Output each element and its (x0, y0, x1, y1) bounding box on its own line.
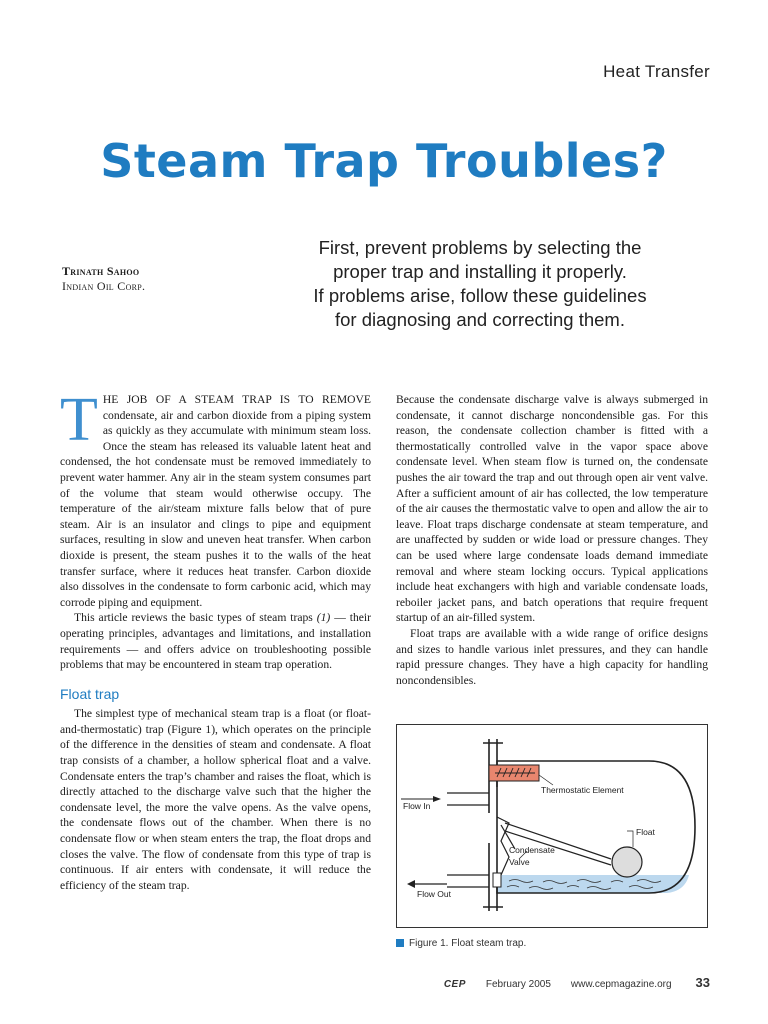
right-column (396, 392, 708, 688)
intro-paragraph (60, 386, 371, 610)
deck (270, 236, 690, 332)
figure-1 (396, 724, 708, 928)
condensate-valve (493, 873, 501, 887)
body-paragraph: This article reviews the basic types of steam traps (1) — their operating principles, advantages and limitations, and installation requirements — and offers advice on troubleshooting possible problems that may be encountered in steam trap operation. (60, 611, 371, 672)
float-ball (612, 847, 642, 877)
page-footer (444, 975, 710, 990)
issue-date: February 2005 (485, 979, 551, 990)
inlet-port (447, 793, 489, 805)
caption-marker (396, 939, 404, 947)
condensate-liquid (497, 875, 689, 893)
label-condensate: Condensate (509, 845, 555, 855)
deck-line: First, prevent problems by selecting the (318, 237, 642, 258)
valve-seat (497, 817, 509, 875)
author-name: Trinath Sahoo (62, 264, 140, 278)
magazine-url[interactable]: www.cepmagazine.org (570, 979, 672, 990)
outlet-port (447, 875, 489, 887)
subhead-float-trap: Float trap (60, 685, 120, 702)
author-block (62, 264, 145, 294)
label-flow-in: Flow In (403, 801, 431, 811)
deck-line: proper trap and installing it properly. (333, 261, 627, 282)
body-paragraph: Float traps are available with a wide range of orifice designs and sizes to handle various inlet pressures, and they can handle rapid pressure changes. They have a high capacity for handling noncondensibles. (396, 626, 708, 687)
author-affiliation: Indian Oil Corp. (62, 279, 146, 293)
lead-in: HE JOB OF A STEAM TRAP IS TO REMOVE (102, 393, 371, 406)
deck-line: for diagnosing and correcting them. (334, 309, 625, 330)
left-column (60, 386, 371, 893)
label-flow-out: Flow Out (417, 889, 452, 899)
reference: (1) (316, 611, 331, 625)
deck-line: If problems arise, follow these guidelines (313, 285, 647, 306)
figure-caption: Figure 1. Float steam trap. (396, 938, 526, 949)
label-thermostatic-element: Thermostatic Element (541, 785, 624, 795)
drop-cap: T (60, 386, 98, 454)
label-valve: Valve (509, 857, 530, 867)
body-paragraph: The simplest type of mechanical steam trap is a float (or float-and-thermostatic) trap (Figure 1), which operates on the principle of the difference in the densities of steam and condensate. A float trap consists of a chamber, a hollow spherical float and a valve. Condensate enters the trap’s chamber and raises the float, which is directly attached to the discharge valve such that the higher the condensate level, the more the valve opens. As the valve opens, the condensate flows out of the chamber. When there is no condensate flow or when steam enters the trap, the float drops and closes the valve. The flow of condensate from this type of trap is continuous. If air enters with condensate, it will reduce the efficiency of the steam trap. (60, 707, 371, 892)
label-float: Float (636, 827, 655, 837)
float-trap-diagram (397, 725, 707, 927)
body-paragraph: Because the condensate discharge valve is always submerged in condensate, it cannot discharge noncondensible gas. For this reason, the condensate collection chamber is fitted with a thermostatically controlled valve in the vapor space above condensate level. When steam flow is turned on, the condensate pushes the air toward the trap and out through open air vent valve. After a sufficient amount of air has collected, the low temperature of the air causes the thermostatic valve to open and allow the air to leave. Float traps discharge condensate at steam temperature, and are unaffected by sudden or wide load or pressure changes. They can be used where large condensate loads demand immediate removal and where steam locking occurs. Typical applications include heat exchangers with high and variable condensate loads, reboiler jacket pans, and batch operations that require frequent startup of an air-filled system. (396, 393, 708, 625)
article-title: Steam Trap Troubles? (100, 134, 668, 188)
intro-text: condensate, air and carbon dioxide from a piping system as quickly as they accumulate with minimum steam loss. Once the steam has released its valuable latent heat and condensed, the hot condensate must be removed immediately to prevent water hammer. Any air in the steam system consumes part of the volume that steam would otherwise occupy. The temperature of the air/steam mixture falls below that of pure steam. Air is an insulator and clings to pipe and equipment surfaces, resulting in slow and uneven heat transfer. When carbon dioxide is present, the steam pushes it to the walls of the heat transfer surface, where it reduces heat transfer. Carbon dioxide also dissolves in the condensate to form carbonic acid, which may corrode piping and equipment. (60, 408, 371, 609)
section-tag: Heat Transfer (603, 62, 710, 81)
magazine-name: CEP (443, 979, 466, 990)
page-number: 33 (695, 975, 710, 990)
